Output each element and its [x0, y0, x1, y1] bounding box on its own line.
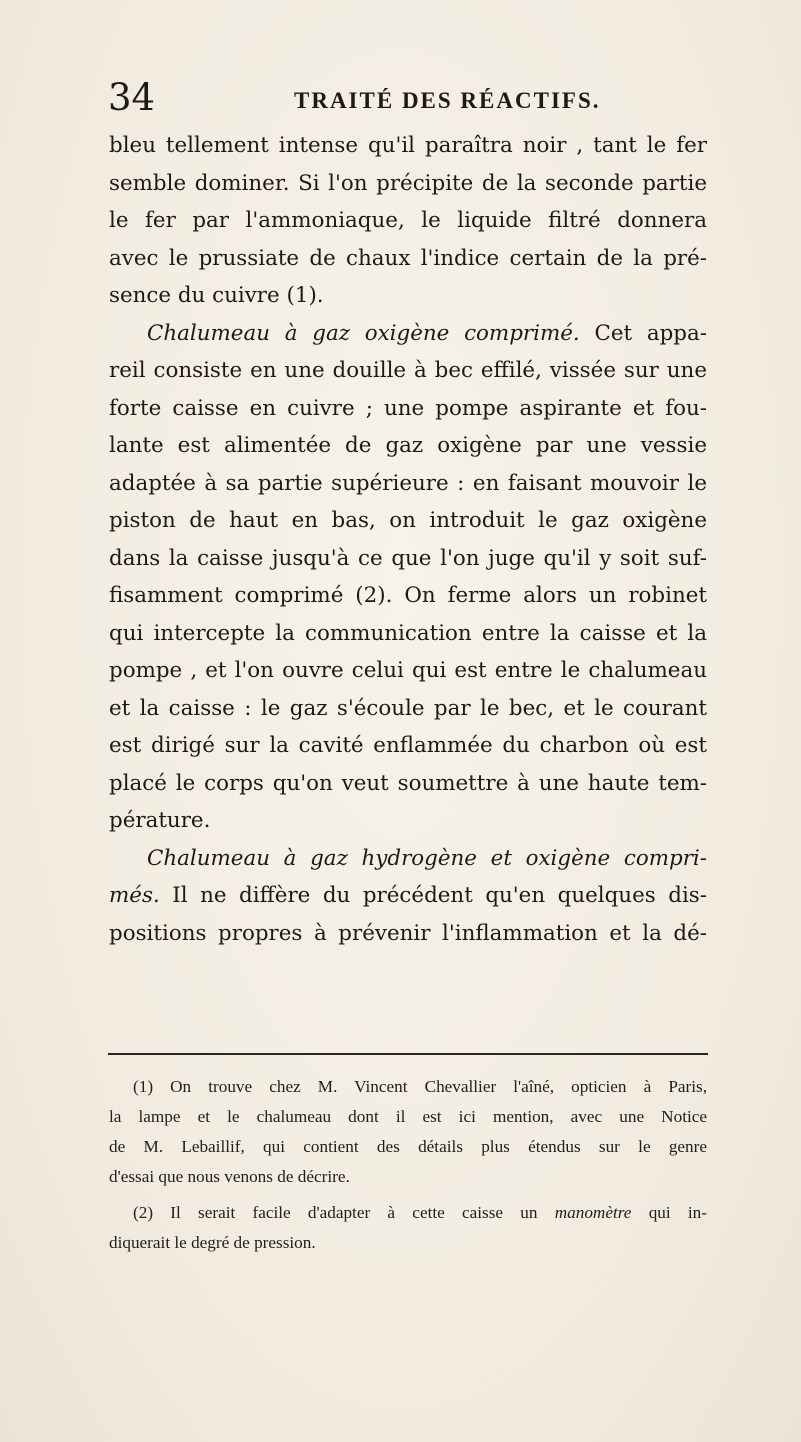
footnote-1-line: (1) On trouve chez M. Vincent Chevallier l'aîné, opticien à Paris, — [133, 1077, 707, 1096]
text-line: forte caisse en cuivre ; une pompe aspirante et fou- — [109, 395, 707, 421]
text-line: fisamment comprimé (2). On ferme alors un robinet — [109, 583, 707, 608]
text-line: adaptée à sa partie supérieure : en faisant mouvoir le — [109, 470, 707, 496]
text-line: et la caisse : le gaz s'écoule par le bec, et le courant — [109, 695, 707, 721]
text-line: positions propres à prévenir l'inflammation et la dé- — [109, 920, 707, 946]
text-line: dans la caisse jusqu'à ce que l'on juge qu'il y soit suf- — [109, 545, 707, 571]
text-line: est dirigé sur la cavité enflammée du charbon où est — [109, 733, 707, 758]
text-line: avec le prussiate de chaux l'indice certain de la pré- — [109, 245, 707, 271]
footnote-2-line — [109, 1198, 707, 1228]
text-fragment: (2) Il serait facile d'adapter à cette caisse un — [133, 1203, 538, 1222]
section-title-end: més. — [109, 883, 160, 908]
text-line: placé le corps qu'on veut soumettre à une haute tem- — [109, 770, 707, 796]
footnote-2-line: diquerait le degré de pression. — [109, 1233, 316, 1252]
text-fragment: qui in- — [648, 1203, 707, 1222]
footnote-1-line: d'essai que nous venons de décrire. — [109, 1167, 350, 1186]
text-line: le fer par l'ammoniaque, le liquide filtré donnera — [109, 208, 707, 233]
section-heading-line — [109, 315, 707, 353]
text-line: pompe , et l'on ouvre celui qui est entre le chalumeau — [109, 658, 707, 683]
text-line: piston de haut en bas, on introduit le gaz oxigène — [109, 508, 707, 533]
footnotes — [109, 1072, 707, 1258]
text-line: bleu tellement intense qu'il paraîtra noir , tant le fer — [109, 133, 707, 158]
footnote-term: manomètre — [554, 1203, 632, 1222]
running-title: TRAITÉ DES RÉACTIFS. — [294, 88, 601, 113]
text-fragment: Il ne diffère du précédent qu'en quelques dis- — [172, 883, 707, 908]
text-fragment: Cet appa- — [594, 320, 707, 346]
body-text — [109, 127, 707, 952]
page-number: 34 — [108, 76, 156, 119]
text-line: semble dominer. Si l'on précipite de la seconde partie — [109, 170, 707, 196]
section-title-hydrogen-oxygen-blowpipe: Chalumeau à gaz hydrogène et oxigène compri- — [147, 845, 707, 871]
footnote-1-line: de M. Lebaillif, qui contient des détails plus étendus sur le genre — [109, 1137, 707, 1156]
text-line: pérature. — [109, 808, 211, 833]
text-line: reil consiste en une douille à bec effilé, vissée sur une — [109, 358, 707, 383]
text-line: lante est alimentée de gaz oxigène par une vessie — [109, 433, 707, 458]
text-line: sence du cuivre (1). — [109, 283, 324, 308]
footnote-rule — [108, 1053, 708, 1055]
text-line — [109, 877, 707, 915]
page-header — [108, 72, 708, 122]
footnote-1-line: la lampe et le chalumeau dont il est ici mention, avec une Notice — [109, 1107, 707, 1126]
text-line: qui intercepte la communication entre la caisse et la — [109, 620, 707, 646]
section-title-oxygen-blowpipe: Chalumeau à gaz oxigène comprimé. — [147, 320, 580, 346]
